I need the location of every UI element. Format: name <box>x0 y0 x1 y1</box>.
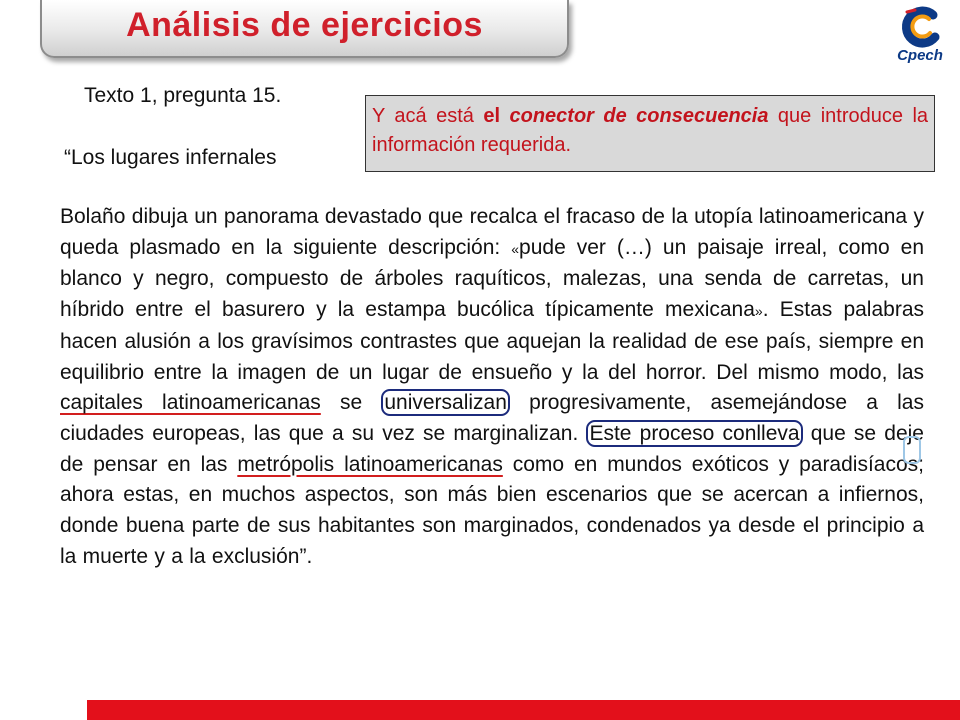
side-annotation-mark <box>903 436 921 464</box>
callout-bold: el <box>483 105 501 127</box>
quote-open: « <box>511 240 520 257</box>
quote-close: » <box>754 303 763 320</box>
callout-bold-italic: conector de consecuencia <box>509 105 769 127</box>
underlined-metropolis: metrópolis latinoamericanas <box>237 452 503 476</box>
body-part-1: Bolaño dibuja un panorama devastado que recalca el fracaso de la utopía latinoamericana y queda plasmado en la siguiente descripción: <box>60 205 924 259</box>
page-title: Análisis de ejercicios <box>126 6 483 44</box>
cpech-logo <box>885 5 955 69</box>
logo-text: Cpech <box>897 47 943 64</box>
body-part-5: que se deje de pensar en las <box>60 421 924 476</box>
body-part-3: se <box>339 391 363 415</box>
body-part-2: . Estas palabras hacen alusión a los gravísimos contrastes que aquejan la realidad de ese país, siempre en equilibrio entre la imagen de un lugar de ensueño y la del horror. Del mismo modo, las <box>60 298 924 384</box>
exercise-subtitle: Texto 1, pregunta 15. <box>84 84 282 107</box>
callout-prefix: Y acá está <box>372 105 484 127</box>
callout-box <box>365 95 935 172</box>
body-paragraph <box>60 202 924 572</box>
body-part-4: progresivamente, asemejándose a las ciudades europeas, las que a su vez se marginalizan. <box>60 391 924 445</box>
cpech-logo-icon <box>885 5 955 49</box>
body-quote: pude ver (…) un paisaje irreal, como en blanco y negro, compuesto de árboles raquíticos, malezas, una senda de carretas, un híbrido entre el basurero y la estampa bucólica típicamente mexicana <box>60 235 925 322</box>
callout-suffix: que introduce la información requerida. <box>372 105 929 156</box>
underlined-capitales: capitales latinoamericanas <box>60 391 321 415</box>
circled-connector: Este proceso conlleva <box>586 420 802 447</box>
title-banner <box>40 0 569 58</box>
circled-universalizan: universalizan <box>381 389 510 416</box>
body-part-6: como en mundos exóticos y paradisíacos; ahora estas, en muchos aspectos, son más bien escenarios que se acercan a infiernos, donde buena parte de sus habitantes son marginados, condenados ya desde el principio a la muerte y a la exclusión”. <box>60 452 924 568</box>
text-heading: “Los lugares infernales <box>64 146 277 169</box>
bottom-bar <box>87 700 960 720</box>
